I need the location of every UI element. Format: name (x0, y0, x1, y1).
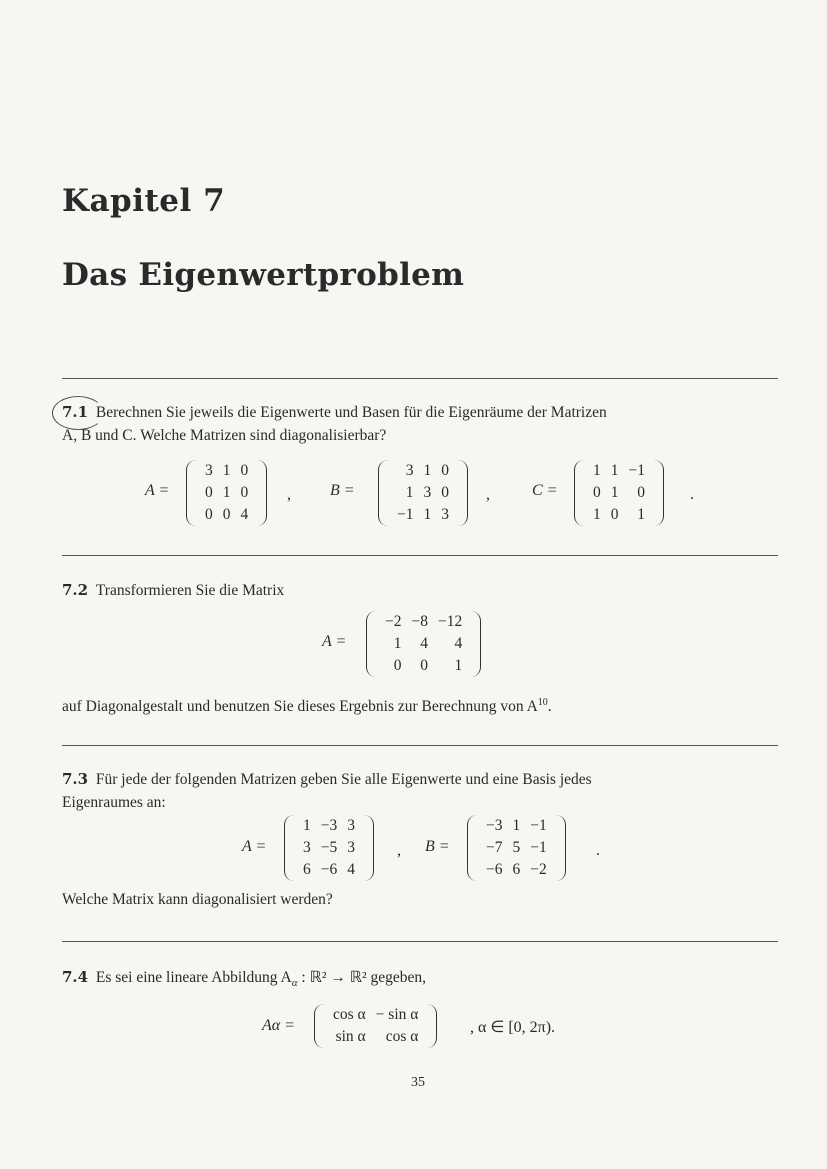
matrix-entry: −6 (320, 861, 338, 878)
matrix-table (481, 815, 552, 881)
matrix-entry: 0 (222, 506, 231, 523)
exercise-text: Berechnen Sie jeweils die Eigenwerte und Basen für die Eigenräume der Matrizen (95, 404, 607, 421)
matrix-entry: 1 (593, 462, 601, 479)
matrix-bracket-left (284, 815, 295, 881)
matrix-label-a: A = (145, 482, 170, 499)
matrix-entry: 1 (637, 506, 645, 523)
subscript: α (291, 977, 298, 990)
period: . (596, 842, 600, 859)
matrix-bracket-left (366, 611, 377, 677)
matrix-entry: 4 (454, 635, 463, 652)
matrix-entry: −2 (530, 861, 547, 878)
matrix-entry: −6 (486, 861, 503, 878)
matrix-entry: − sin α (375, 1006, 419, 1023)
matrix-entry: 3 (303, 839, 311, 856)
exercise-text: auf Diagonalgestalt und benutzen Sie dieses Ergebnis zur Berechnung von A (62, 698, 538, 716)
matrix-label-a: A = (322, 633, 347, 650)
matrix-entry: 4 (420, 635, 428, 652)
matrix-entry: 4 (347, 861, 355, 878)
exercise-7-1-line1 (62, 401, 607, 424)
matrix-entry: sin α (335, 1028, 366, 1045)
exercise-7-4-line1 (62, 966, 426, 994)
matrix-bracket-left (467, 815, 478, 881)
matrix-bracket-right (653, 460, 664, 526)
matrix-row (200, 482, 253, 504)
matrix-entry: 6 (512, 861, 521, 878)
matrix-bracket-right (555, 815, 566, 881)
matrix-a (380, 611, 467, 677)
matrix-a (200, 460, 253, 526)
matrix-row (380, 633, 467, 655)
matrix-entry: −8 (411, 613, 428, 630)
matrix-entry: −5 (320, 839, 338, 856)
divider (62, 941, 778, 942)
chapter-title: Das Eigenwertproblem (62, 257, 465, 293)
matrix-label-c: C = (532, 482, 558, 499)
matrix-label-b: B = (425, 838, 450, 855)
matrix-bracket-right (457, 460, 468, 526)
matrix-entry: 1 (393, 635, 402, 652)
matrix-table (380, 611, 467, 677)
exercise-7-1-line2: A, B und C. Welche Matrizen sind diagonalisierbar? (62, 427, 387, 444)
period: . (690, 486, 694, 503)
exercise-7-3-line1 (62, 768, 592, 791)
matrix-entry: −1 (397, 506, 414, 523)
matrix-entry: −12 (438, 613, 463, 630)
matrix-row (392, 460, 454, 482)
matrix-row (392, 482, 454, 504)
matrix-entry: cos α (385, 1028, 419, 1045)
divider (62, 745, 778, 746)
matrix-c (588, 460, 650, 526)
matrix-b (392, 460, 454, 526)
matrix-entry: −1 (530, 817, 547, 834)
matrix-entry: 3 (405, 462, 414, 479)
matrix-row (328, 1004, 423, 1026)
matrix-entry: −1 (530, 839, 547, 856)
matrix-entry: −7 (486, 839, 503, 856)
matrix-entry: 1 (405, 484, 414, 501)
matrix-entry: 1 (454, 657, 463, 674)
divider (62, 555, 778, 556)
matrix-table (298, 815, 360, 881)
matrix-entry: 0 (420, 657, 428, 674)
matrix-entry: 1 (303, 817, 311, 834)
matrix-entry: 5 (512, 839, 521, 856)
exercise-number: 7.2 (62, 581, 89, 599)
matrix-entry: −1 (628, 462, 645, 479)
exercise-text: Für jede der folgenden Matrizen geben Sie alle Eigenwerte und eine Basis jedes (95, 771, 592, 788)
exercise-text: Transformieren Sie die Matrix (95, 582, 285, 599)
matrix-entry: 3 (441, 506, 449, 523)
matrix-entry: 1 (610, 484, 619, 501)
matrix-table (588, 460, 650, 526)
matrix-entry: 4 (240, 506, 249, 523)
exercise-number: 7.3 (62, 770, 89, 788)
comma: , (287, 486, 291, 503)
matrix-label-a: A = (242, 838, 267, 855)
matrix-row (588, 504, 650, 526)
matrix-entry: 1 (423, 462, 432, 479)
matrix-row (380, 611, 467, 633)
matrix-entry: 6 (303, 861, 311, 878)
matrix-b (481, 815, 552, 881)
matrix-entry: 0 (240, 484, 249, 501)
comma: , (486, 486, 490, 503)
matrix-entry: 3 (423, 484, 432, 501)
matrix-row (298, 837, 360, 859)
matrix-row (298, 815, 360, 837)
matrix-entry: −3 (486, 817, 503, 834)
matrix-table (328, 1004, 423, 1048)
divider (62, 378, 778, 379)
matrix-label-b: B = (330, 482, 355, 499)
exercise-number: 7.4 (62, 968, 89, 986)
matrix-row (200, 460, 253, 482)
matrix-bracket-left (314, 1004, 325, 1048)
matrix-row (380, 655, 467, 677)
exercise-7-3-line3: Welche Matrix kann diagonalisiert werden? (62, 891, 333, 908)
exercise-text: : ℝ² → ℝ² gegeben, (297, 969, 427, 986)
matrix-bracket-left (574, 460, 585, 526)
matrix-table (200, 460, 253, 526)
matrix-entry: cos α (333, 1006, 366, 1023)
matrix-row (298, 859, 360, 881)
matrix-bracket-right (470, 611, 481, 677)
matrix-bracket-right (363, 815, 374, 881)
rotation-matrix-label: Aα = (262, 1017, 295, 1034)
matrix-row (328, 1026, 423, 1048)
matrix-entry: 0 (441, 462, 449, 479)
matrix-bracket-right (426, 1004, 437, 1048)
matrix-row (481, 859, 552, 881)
matrix-entry: 1 (222, 462, 231, 479)
page-number: 35 (411, 1075, 425, 1090)
chapter-label: Kapitel 7 (62, 183, 226, 219)
matrix-row (588, 460, 650, 482)
matrix-entry: −3 (320, 817, 338, 834)
domain-text: , α ∈ [0, 2π). (470, 1019, 556, 1036)
matrix-entry: 0 (610, 506, 619, 523)
matrix-entry: 0 (441, 484, 449, 501)
matrix-bracket-left (186, 460, 197, 526)
matrix-row (481, 837, 552, 859)
matrix-row (200, 504, 253, 526)
matrix-entry: 0 (393, 657, 402, 674)
matrix-entry: 3 (347, 817, 355, 834)
matrix-entry: 0 (205, 506, 213, 523)
matrix-entry: 3 (205, 462, 213, 479)
matrix-entry: 0 (205, 484, 213, 501)
matrix-row (392, 504, 454, 526)
matrix-entry: −2 (385, 613, 402, 630)
exercise-number: 7.1 (62, 403, 89, 421)
matrix-entry: 1 (512, 817, 521, 834)
matrix-entry: 0 (637, 484, 645, 501)
matrix-entry: 1 (593, 506, 601, 523)
matrix-entry: 1 (222, 484, 231, 501)
matrix-row (588, 482, 650, 504)
matrix-bracket-right (256, 460, 267, 526)
exercise-7-2-line1 (62, 579, 284, 602)
matrix-entry: 0 (240, 462, 249, 479)
matrix-entry: 0 (593, 484, 601, 501)
comma: , (397, 842, 401, 859)
matrix-entry: 1 (423, 506, 432, 523)
exercise-7-2-line2: auf Diagonalgestalt und benutzen Sie dieses Ergebnis zur Berechnung von $A^{10}$. (62, 697, 552, 716)
exponent: 10 (537, 697, 548, 708)
matrix-entry: 1 (610, 462, 619, 479)
matrix-table (392, 460, 454, 526)
matrix-bracket-left (378, 460, 389, 526)
exercise-text: Es sei eine lineare Abbildung A (95, 969, 292, 986)
matrix-entry: 3 (347, 839, 355, 856)
matrix-row (481, 815, 552, 837)
matrix-a (298, 815, 360, 881)
rotation-matrix (328, 1004, 423, 1048)
exercise-7-3-line2: Eigenraumes an: (62, 794, 166, 811)
